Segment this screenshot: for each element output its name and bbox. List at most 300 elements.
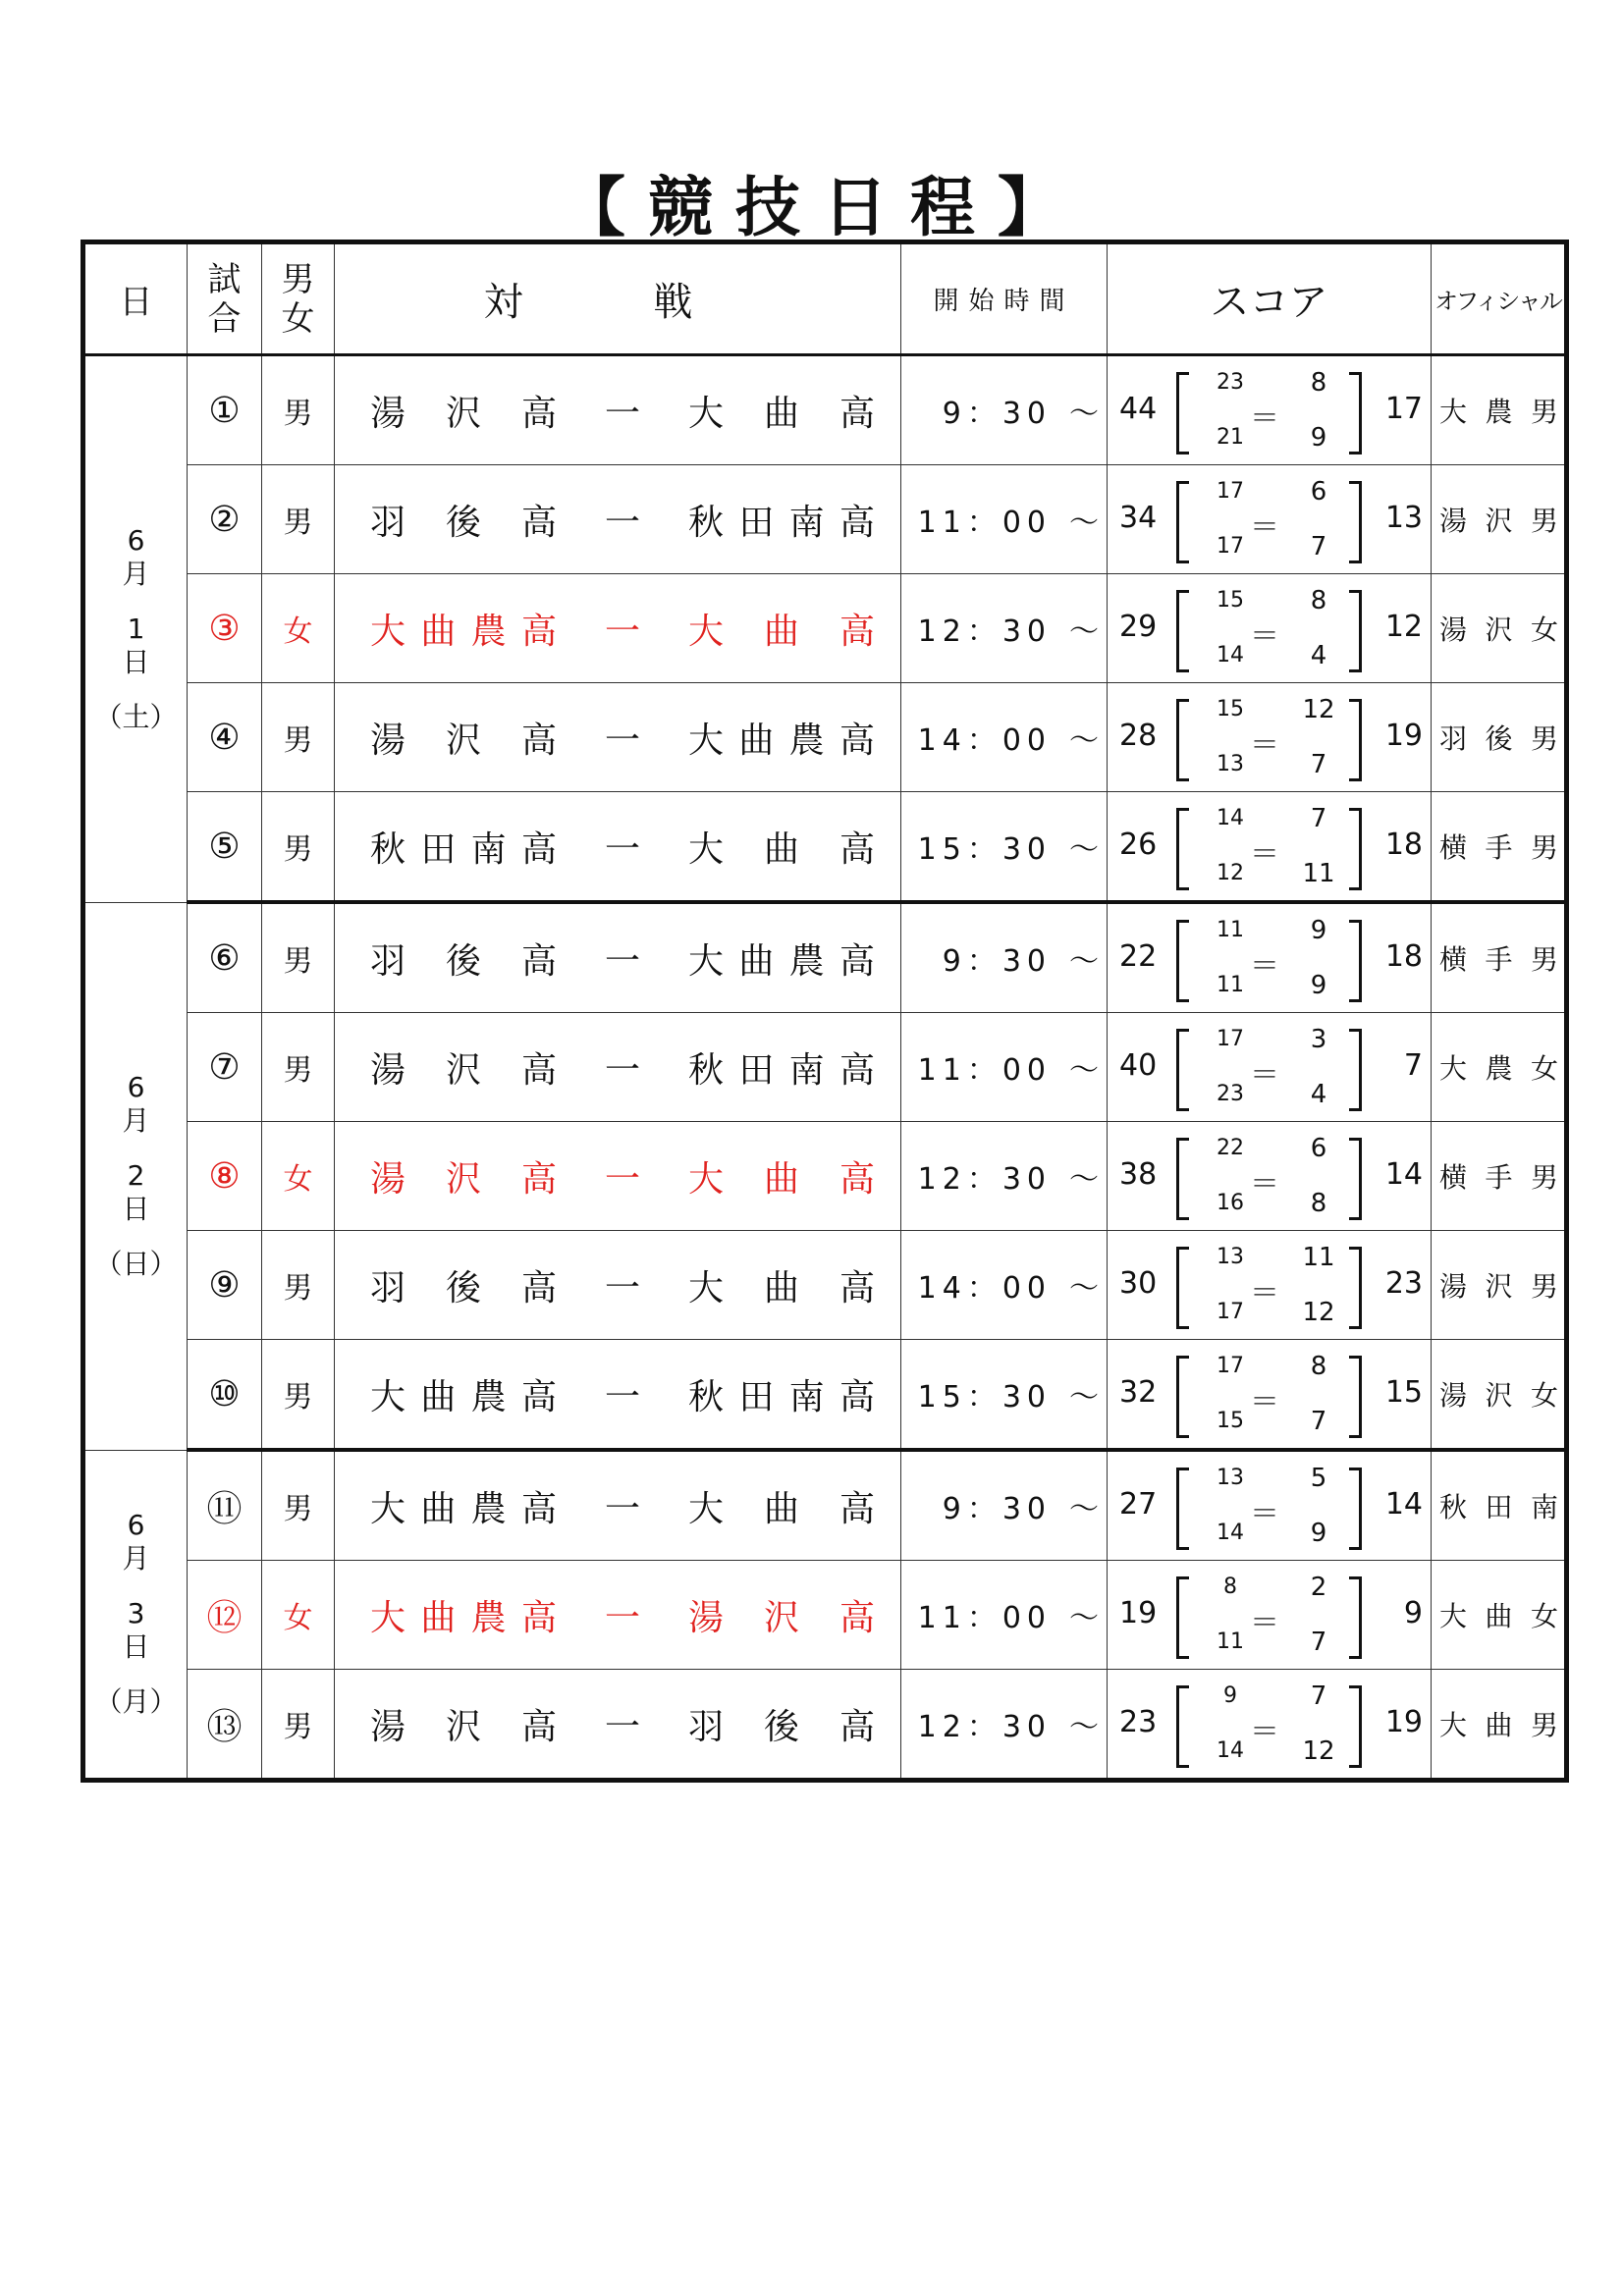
header-match-no-line2: 合 xyxy=(207,298,242,339)
team-char: 高 xyxy=(839,940,875,982)
score-cell xyxy=(1108,902,1432,1013)
team-a xyxy=(370,1699,557,1749)
match-number: ⑬ xyxy=(188,1670,262,1781)
start-time-cell xyxy=(901,1450,1108,1561)
match-sex: 女 xyxy=(262,1122,335,1231)
team-char: 湯 xyxy=(370,1158,406,1200)
total-b: 15 xyxy=(1384,1375,1423,1410)
team-char: 曲 xyxy=(738,720,775,761)
total-b: 12 xyxy=(1384,610,1423,644)
team-b xyxy=(688,1481,875,1531)
team-char: 大 xyxy=(688,393,725,434)
team-char: 高 xyxy=(839,1488,875,1529)
official-char: 手 xyxy=(1485,831,1513,864)
team-char: 羽 xyxy=(688,1706,725,1747)
half1-a: 15 xyxy=(1217,697,1244,721)
half1-b: 8 xyxy=(1310,368,1327,398)
team-char: 農 xyxy=(470,1597,507,1638)
bracket-left xyxy=(1176,1468,1189,1550)
score-equals: ＝ xyxy=(1250,1276,1279,1310)
start-time: 9：30 xyxy=(942,397,1052,431)
official-char: 男 xyxy=(1530,1709,1558,1741)
match-separator: 一 xyxy=(604,1706,640,1747)
half2-b: 7 xyxy=(1310,532,1327,561)
official-char: 秋 xyxy=(1439,1491,1468,1523)
official-char: 曲 xyxy=(1485,1709,1513,1741)
table-row xyxy=(83,1013,1567,1122)
team-char: 高 xyxy=(520,1376,557,1417)
match-sex: 男 xyxy=(262,683,335,792)
team-char: 曲 xyxy=(738,940,775,982)
half2-a: 17 xyxy=(1217,1300,1244,1324)
score-equals: ＝ xyxy=(1250,1167,1279,1201)
bracket-left xyxy=(1176,372,1189,454)
match-cell xyxy=(335,902,901,1013)
official-char: 女 xyxy=(1530,614,1558,646)
start-time: 11：00 xyxy=(917,1601,1052,1635)
half2-a: 21 xyxy=(1217,425,1244,450)
team-char: 南 xyxy=(788,1049,825,1091)
official-char: 大 xyxy=(1439,1709,1468,1741)
team-char: 後 xyxy=(763,1706,799,1747)
match-cell xyxy=(335,1561,901,1670)
official-char: 男 xyxy=(1530,943,1558,976)
match-number: ② xyxy=(188,465,262,574)
half2-b: 7 xyxy=(1310,750,1327,779)
match-sex: 男 xyxy=(262,1013,335,1122)
bracket-left xyxy=(1176,481,1189,563)
table-row xyxy=(83,355,1567,465)
half2-b: 7 xyxy=(1310,1628,1327,1657)
team-b xyxy=(688,1260,875,1310)
half2-a: 17 xyxy=(1217,534,1244,559)
team-char: 羽 xyxy=(370,502,406,543)
start-time-cell xyxy=(901,465,1108,574)
team-char: 農 xyxy=(470,611,507,652)
day-month: 6 xyxy=(127,523,145,557)
official-char: 横 xyxy=(1439,943,1468,976)
half2-b: 8 xyxy=(1310,1189,1327,1218)
official-cell xyxy=(1432,683,1567,792)
team-char: 秋 xyxy=(688,1049,725,1091)
official-cell xyxy=(1432,792,1567,903)
team-char: 沢 xyxy=(445,1049,481,1091)
team-char: 湯 xyxy=(370,1049,406,1091)
team-char: 羽 xyxy=(370,1267,406,1308)
team-b xyxy=(688,1699,875,1749)
team-char: 高 xyxy=(839,828,875,870)
official-char: 手 xyxy=(1485,943,1513,976)
bracket-left xyxy=(1176,590,1189,672)
start-time: 14：00 xyxy=(917,723,1052,758)
table-row xyxy=(83,465,1567,574)
team-char: 高 xyxy=(839,1597,875,1638)
table-row xyxy=(83,1561,1567,1670)
total-b: 18 xyxy=(1384,828,1423,862)
official-cell xyxy=(1432,465,1567,574)
official-cell xyxy=(1432,1561,1567,1670)
half1-a: 13 xyxy=(1217,1466,1244,1490)
half1-b: 3 xyxy=(1310,1025,1327,1054)
total-b: 9 xyxy=(1403,1596,1423,1630)
total-b: 19 xyxy=(1384,1705,1423,1739)
half2-b: 7 xyxy=(1310,1407,1327,1436)
team-a xyxy=(370,822,557,872)
start-time-cell xyxy=(901,792,1108,903)
header-official: オフィシャル xyxy=(1432,242,1567,355)
half1-b: 7 xyxy=(1310,804,1327,833)
team-a xyxy=(370,1042,557,1093)
day-date: 3 xyxy=(127,1597,145,1630)
bracket-right xyxy=(1349,590,1362,672)
total-a: 34 xyxy=(1119,501,1158,535)
team-char: 曲 xyxy=(420,1597,457,1638)
team-char: 湯 xyxy=(688,1597,725,1638)
table-row xyxy=(83,574,1567,683)
official-cell xyxy=(1432,902,1567,1013)
day-weekday: （月） xyxy=(94,1685,178,1719)
team-char: 高 xyxy=(839,393,875,434)
team-char: 湯 xyxy=(370,720,406,761)
team-b xyxy=(688,1590,875,1640)
match-number: ③ xyxy=(188,574,262,683)
team-char: 高 xyxy=(520,1488,557,1529)
official-char: 農 xyxy=(1485,1052,1513,1085)
table-row xyxy=(83,1670,1567,1781)
half1-b: 5 xyxy=(1310,1464,1327,1493)
match-separator: 一 xyxy=(604,1158,640,1200)
match-cell xyxy=(335,1340,901,1451)
schedule-body xyxy=(83,355,1567,1781)
team-char: 大 xyxy=(688,1488,725,1529)
half1-b: 6 xyxy=(1310,1134,1327,1163)
team-char: 高 xyxy=(839,611,875,652)
score-cell xyxy=(1108,1561,1432,1670)
match-separator: 一 xyxy=(604,393,640,434)
team-char: 湯 xyxy=(370,1706,406,1747)
time-tilde: ～ xyxy=(1069,1601,1099,1635)
half1-a: 15 xyxy=(1217,588,1244,613)
score-cell xyxy=(1108,1670,1432,1781)
header-sex-line2: 女 xyxy=(281,298,315,339)
team-char: 羽 xyxy=(370,940,406,982)
bracket-right xyxy=(1349,1247,1362,1329)
half2-a: 15 xyxy=(1217,1409,1244,1433)
score-equals: ＝ xyxy=(1250,1385,1279,1419)
half2-a: 23 xyxy=(1217,1082,1244,1106)
match-number: ⑨ xyxy=(188,1231,262,1340)
half2-b: 4 xyxy=(1310,1080,1327,1109)
start-time: 15：30 xyxy=(917,832,1052,867)
half2-a: 14 xyxy=(1217,643,1244,667)
bracket-left xyxy=(1176,1685,1189,1768)
team-char: 曲 xyxy=(420,1488,457,1529)
header-match-no-line1: 試 xyxy=(207,259,242,299)
team-char: 大 xyxy=(370,1376,406,1417)
half2-a: 11 xyxy=(1217,973,1244,997)
team-char: 高 xyxy=(520,1597,557,1638)
official-cell xyxy=(1432,1013,1567,1122)
score-equals: ＝ xyxy=(1250,728,1279,763)
match-separator: 一 xyxy=(604,720,640,761)
team-char: 大 xyxy=(370,1488,406,1529)
official-char: 沢 xyxy=(1485,1270,1513,1303)
total-b: 7 xyxy=(1403,1048,1423,1083)
team-char: 後 xyxy=(445,1267,481,1308)
match-number: ⑤ xyxy=(188,792,262,903)
team-char: 農 xyxy=(788,720,825,761)
match-sex: 男 xyxy=(262,1670,335,1781)
team-b xyxy=(688,604,875,654)
day-cell xyxy=(83,1450,188,1781)
team-a xyxy=(370,1481,557,1531)
official-char: 湯 xyxy=(1439,505,1468,537)
total-a: 32 xyxy=(1119,1375,1158,1410)
official-cell xyxy=(1432,1231,1567,1340)
start-time-cell xyxy=(901,1561,1108,1670)
official-char: 曲 xyxy=(1485,1600,1513,1632)
team-char: 高 xyxy=(520,828,557,870)
match-sex: 男 xyxy=(262,792,335,903)
table-row xyxy=(83,1231,1567,1340)
team-char: 高 xyxy=(839,1158,875,1200)
official-char: 大 xyxy=(1439,1600,1468,1632)
header-score: スコア xyxy=(1108,242,1432,355)
team-char: 曲 xyxy=(763,1158,799,1200)
team-char: 後 xyxy=(445,940,481,982)
match-cell xyxy=(335,355,901,465)
score-cell xyxy=(1108,574,1432,683)
header-start-time: 開始時間 xyxy=(901,242,1108,355)
team-char: 高 xyxy=(839,1267,875,1308)
team-char: 曲 xyxy=(420,611,457,652)
match-separator: 一 xyxy=(604,940,640,982)
day-weekday: （土） xyxy=(94,700,178,733)
match-cell xyxy=(335,1013,901,1122)
time-tilde: ～ xyxy=(1069,506,1099,540)
team-char: 大 xyxy=(688,1158,725,1200)
team-char: 南 xyxy=(788,1376,825,1417)
start-time: 11：00 xyxy=(917,1053,1052,1088)
official-char: 女 xyxy=(1530,1600,1558,1632)
team-char: 高 xyxy=(839,1049,875,1091)
team-char: 農 xyxy=(788,940,825,982)
team-char: 南 xyxy=(470,828,507,870)
table-row xyxy=(83,792,1567,903)
team-a xyxy=(370,1151,557,1201)
score-equals: ＝ xyxy=(1250,1497,1279,1531)
total-b: 14 xyxy=(1384,1487,1423,1522)
match-number: ④ xyxy=(188,683,262,792)
team-char: 田 xyxy=(738,1049,775,1091)
team-char: 高 xyxy=(520,940,557,982)
start-time-cell xyxy=(901,574,1108,683)
score-equals: ＝ xyxy=(1250,1606,1279,1640)
bracket-left xyxy=(1176,699,1189,781)
bracket-right xyxy=(1349,1576,1362,1659)
official-char: 沢 xyxy=(1485,614,1513,646)
team-char: 大 xyxy=(688,828,725,870)
score-equals: ＝ xyxy=(1250,837,1279,872)
half2-b: 12 xyxy=(1302,1736,1335,1766)
team-char: 大 xyxy=(370,1597,406,1638)
total-a: 40 xyxy=(1119,1048,1158,1083)
bracket-right xyxy=(1349,1029,1362,1111)
start-time: 11：00 xyxy=(917,506,1052,540)
team-char: 沢 xyxy=(445,393,481,434)
time-tilde: ～ xyxy=(1069,1053,1099,1088)
score-cell xyxy=(1108,1122,1432,1231)
official-char: 男 xyxy=(1530,831,1558,864)
official-char: 農 xyxy=(1485,396,1513,428)
match-sex: 男 xyxy=(262,465,335,574)
day-cell xyxy=(83,355,188,903)
match-cell xyxy=(335,1670,901,1781)
team-char: 田 xyxy=(420,828,457,870)
bracket-left xyxy=(1176,1576,1189,1659)
official-cell xyxy=(1432,355,1567,465)
half1-b: 8 xyxy=(1310,1352,1327,1381)
match-sex: 女 xyxy=(262,574,335,683)
half1-a: 17 xyxy=(1217,479,1244,504)
official-char: 男 xyxy=(1530,722,1558,755)
official-char: 南 xyxy=(1530,1491,1558,1523)
team-a xyxy=(370,495,557,545)
start-time: 15：30 xyxy=(917,1380,1052,1415)
team-char: 高 xyxy=(839,502,875,543)
schedule-table xyxy=(81,240,1569,1783)
half1-a: 17 xyxy=(1217,1027,1244,1051)
time-tilde: ～ xyxy=(1069,944,1099,979)
total-b: 13 xyxy=(1384,501,1423,535)
score-cell xyxy=(1108,792,1432,903)
official-char: 女 xyxy=(1530,1052,1558,1085)
team-char: 南 xyxy=(788,502,825,543)
total-b: 18 xyxy=(1384,939,1423,974)
half2-a: 14 xyxy=(1217,1738,1244,1763)
team-char: 曲 xyxy=(763,1488,799,1529)
header-match: 対 戦 xyxy=(335,242,901,355)
match-number: ⑥ xyxy=(188,902,262,1013)
team-char: 湯 xyxy=(370,393,406,434)
half1-b: 7 xyxy=(1310,1682,1327,1711)
official-char: 沢 xyxy=(1485,505,1513,537)
page-title: 【 競 技 日 程 】 xyxy=(561,170,1062,245)
bracket-right xyxy=(1349,699,1362,781)
total-a: 28 xyxy=(1119,719,1158,753)
day-cell xyxy=(83,902,188,1450)
match-number: ① xyxy=(188,355,262,465)
match-sex: 男 xyxy=(262,1450,335,1561)
official-cell xyxy=(1432,1340,1567,1451)
half2-b: 12 xyxy=(1302,1298,1335,1327)
time-tilde: ～ xyxy=(1069,1492,1099,1526)
team-char: 秋 xyxy=(688,1376,725,1417)
time-tilde: ～ xyxy=(1069,614,1099,649)
half1-b: 6 xyxy=(1310,477,1327,507)
team-char: 沢 xyxy=(445,1158,481,1200)
team-char: 高 xyxy=(839,1376,875,1417)
time-tilde: ～ xyxy=(1069,1271,1099,1306)
bracket-right xyxy=(1349,1356,1362,1438)
match-cell xyxy=(335,465,901,574)
half2-b: 9 xyxy=(1310,423,1327,453)
bracket-right xyxy=(1349,372,1362,454)
match-separator: 一 xyxy=(604,1049,640,1091)
official-char: 湯 xyxy=(1439,1270,1468,1303)
official-char: 沢 xyxy=(1485,1379,1513,1412)
header-sex xyxy=(262,242,335,355)
table-row xyxy=(83,902,1567,1013)
official-char: 男 xyxy=(1530,1161,1558,1194)
match-sex: 男 xyxy=(262,902,335,1013)
day-month-unit: 月 xyxy=(122,1542,150,1575)
total-b: 14 xyxy=(1384,1157,1423,1192)
start-time-cell xyxy=(901,1013,1108,1122)
bracket-left xyxy=(1176,920,1189,1002)
match-number: ⑫ xyxy=(188,1561,262,1670)
match-number: ⑦ xyxy=(188,1013,262,1122)
half1-b: 9 xyxy=(1310,916,1327,945)
match-separator: 一 xyxy=(604,828,640,870)
match-cell xyxy=(335,1122,901,1231)
day-month: 6 xyxy=(127,1071,145,1103)
team-char: 後 xyxy=(445,502,481,543)
bracket-left xyxy=(1176,808,1189,890)
team-char: 高 xyxy=(520,611,557,652)
team-a xyxy=(370,604,557,654)
team-char: 田 xyxy=(738,1376,775,1417)
team-char: 高 xyxy=(520,720,557,761)
team-char: 大 xyxy=(688,720,725,761)
official-char: 羽 xyxy=(1439,722,1468,755)
total-a: 27 xyxy=(1119,1487,1158,1522)
start-time-cell xyxy=(901,902,1108,1013)
official-char: 横 xyxy=(1439,1161,1468,1194)
half1-a: 17 xyxy=(1217,1354,1244,1378)
official-char: 男 xyxy=(1530,396,1558,428)
team-a xyxy=(370,1369,557,1419)
day-month-unit: 月 xyxy=(122,1104,150,1137)
day-date: 2 xyxy=(127,1159,145,1192)
team-a xyxy=(370,1260,557,1310)
total-a: 38 xyxy=(1119,1157,1158,1192)
team-b xyxy=(688,386,875,436)
score-cell xyxy=(1108,1013,1432,1122)
score-cell xyxy=(1108,1231,1432,1340)
total-a: 26 xyxy=(1119,828,1158,862)
score-cell xyxy=(1108,1450,1432,1561)
official-char: 横 xyxy=(1439,831,1468,864)
match-number: ⑪ xyxy=(188,1450,262,1561)
official-char: 田 xyxy=(1485,1491,1513,1523)
team-char: 秋 xyxy=(688,502,725,543)
start-time: 9：30 xyxy=(942,1492,1052,1526)
team-char: 田 xyxy=(738,502,775,543)
team-char: 沢 xyxy=(763,1597,799,1638)
team-char: 曲 xyxy=(763,611,799,652)
bracket-right xyxy=(1349,920,1362,1002)
team-char: 大 xyxy=(688,940,725,982)
team-char: 高 xyxy=(520,1049,557,1091)
score-cell xyxy=(1108,355,1432,465)
half1-a: 8 xyxy=(1223,1575,1237,1599)
team-char: 沢 xyxy=(445,1706,481,1747)
match-separator: 一 xyxy=(604,1376,640,1417)
team-char: 農 xyxy=(470,1376,507,1417)
team-a xyxy=(370,1590,557,1640)
team-char: 大 xyxy=(370,611,406,652)
